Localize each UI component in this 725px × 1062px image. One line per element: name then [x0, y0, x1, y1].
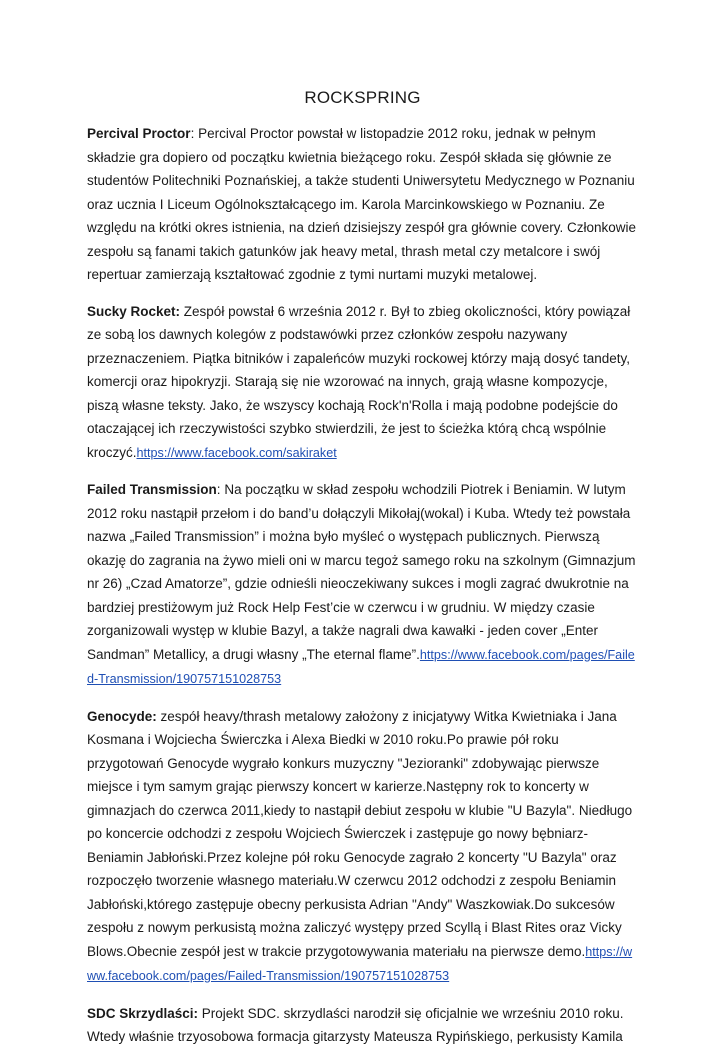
- band-name-separator: :: [216, 482, 221, 497]
- band-section: [87, 300, 639, 466]
- band-section: [87, 478, 639, 692]
- band-name: Percival Proctor: [87, 126, 191, 141]
- band-description: Percival Proctor powstał w listopadzie 2012 roku, jednak w pełnym składzie gra dopiero od początku kwietnia bieżącego roku. Zespół składa się głównie ze studentów Politechniki Poznańskiej, a także studenti Uniwersytetu Medycznego w Poznaniu oraz ucznia I Liceum Ogólnokształcącego im. Karola Marcinkowskiego w Poznaniu. Ze względu na krótki okres istnienia, na dzień dzisiejszy zespół gra głównie covery. Członkowie zespołu są fanami takich gatunków jak heavy metal, thrash metal czy metalcore i swój repertuar zamierzają kształtować zgodnie z tymi nurtami muzyki metalowej.: [87, 126, 637, 282]
- band-section: [87, 705, 639, 989]
- band-description: zespół heavy/thrash metalowy założony z inicjatywy Witka Kwietniaka i Jana Kosmana i Wojciecha Świerczka i Alexa Biedki w 2010 roku.Po prawie pół roku przygotowań Genocyde wygrało konkurs muzyczny "Jezioranki" zdobywając pierwsze miejsce i tym samym grając pierwszy koncert w karierze.Następny rok to koncerty w gimnazjach do czerwca 2011,kiedy to nastąpił debiut zespołu w klubie "U Bazyla". Niedługo po koncercie odchodzi z zespołu Wojciech Świerczek i zastępuje go nowy bębniarz-Beniamin Jabłoński.Przez kolejne pół roku Genocyde zagrało 2 koncerty "U Bazyla" oraz rozpoczęło tworzenie własnego materiału.W czerwcu 2012 odchodzi z zespołu Beniamin Jabłoński,którego zastępuje obecny perkusista Adrian "Andy" Waszkowiak.Do sukcesów zespołu z nowym perkusistą można zaliczyć występy przed Scyllą i Blast Rites oraz Vicky Blows.Obecnie zespół jest w trakcie przygotowywania materiału na pierwsze demo.: [87, 708, 633, 959]
- document-body: [87, 122, 639, 1062]
- band-name: Sucky Rocket:: [87, 303, 181, 319]
- band-facebook-link[interactable]: https://www.facebook.com/pages/Failed-Transmission/190757151028753: [87, 647, 635, 686]
- band-description: Projekt SDC. skrzydlaści narodził się oficjalnie we wrześniu 2010 roku. Wtedy właśnie trzyosobowa formacja gitarzysty Mateusza Rypińskiego, perkusisty Kamila: [87, 1005, 624, 1044]
- band-section: [87, 1002, 639, 1049]
- band-section: [87, 122, 639, 287]
- band-name: SDC Skrzydlaści:: [87, 1005, 199, 1021]
- band-facebook-link[interactable]: https://www.facebook.com/pages/Failed-Transmission/190757151028753: [87, 944, 633, 983]
- band-facebook-link[interactable]: https://www.facebook.com/sakiraket: [136, 445, 337, 460]
- band-name: Failed Transmission: [87, 482, 217, 497]
- band-description: Zespół powstał 6 września 2012 r. Był to zbieg okoliczności, który powiązał ze sobą los dawnych kolegów z podstawówki przez członków zespołu nazywany przeznaczeniem. Piątka bitników i zapaleńców muzyki rockowej którzy mają dosyć tandety, komercji oraz hipokryzji. Starają się nie wzorować na innych, grają własne kompozycje, piszą własne teksty. Jako, że wszyscy kochają Rock'n'Rolla i mają podobne podejście do otaczającej ich rzeczywistości szybko stwierdzili, że jest to ścieżka którą chcą wspólnie kroczyć.: [87, 303, 631, 460]
- band-description: Na początku w skład zespołu wchodzili Piotrek i Beniamin. W lutym 2012 roku nastąpił przełom i do band’u dołączyli Mikołaj(wokal) i Kuba. Wtedy też powstała nazwa „Failed Transmission” i można było myśleć o występach publicznych. Pierwszą okazję do zagrania na żywo mieli oni w marcu tegoż samego roku na szkolnym (Gimnazjum nr 26) „Czad Amatorze”, gdzie odnieśli nieoczekiwany sukces i mogli zagrać dwukrotnie na bardziej prestiżowym już Rock Help Fest’cie w czerwcu i w grudniu. W między czasie zorganizowali występ w klubie Bazyl, a także nagrali dwa kawałki - jeden cover „Enter Sandman” Metallicy, a drugi własny „The eternal flame”.: [87, 482, 636, 662]
- band-name: Genocyde:: [87, 708, 157, 724]
- document-title: ROCKSPRING: [304, 88, 421, 107]
- band-name-separator: :: [190, 126, 195, 141]
